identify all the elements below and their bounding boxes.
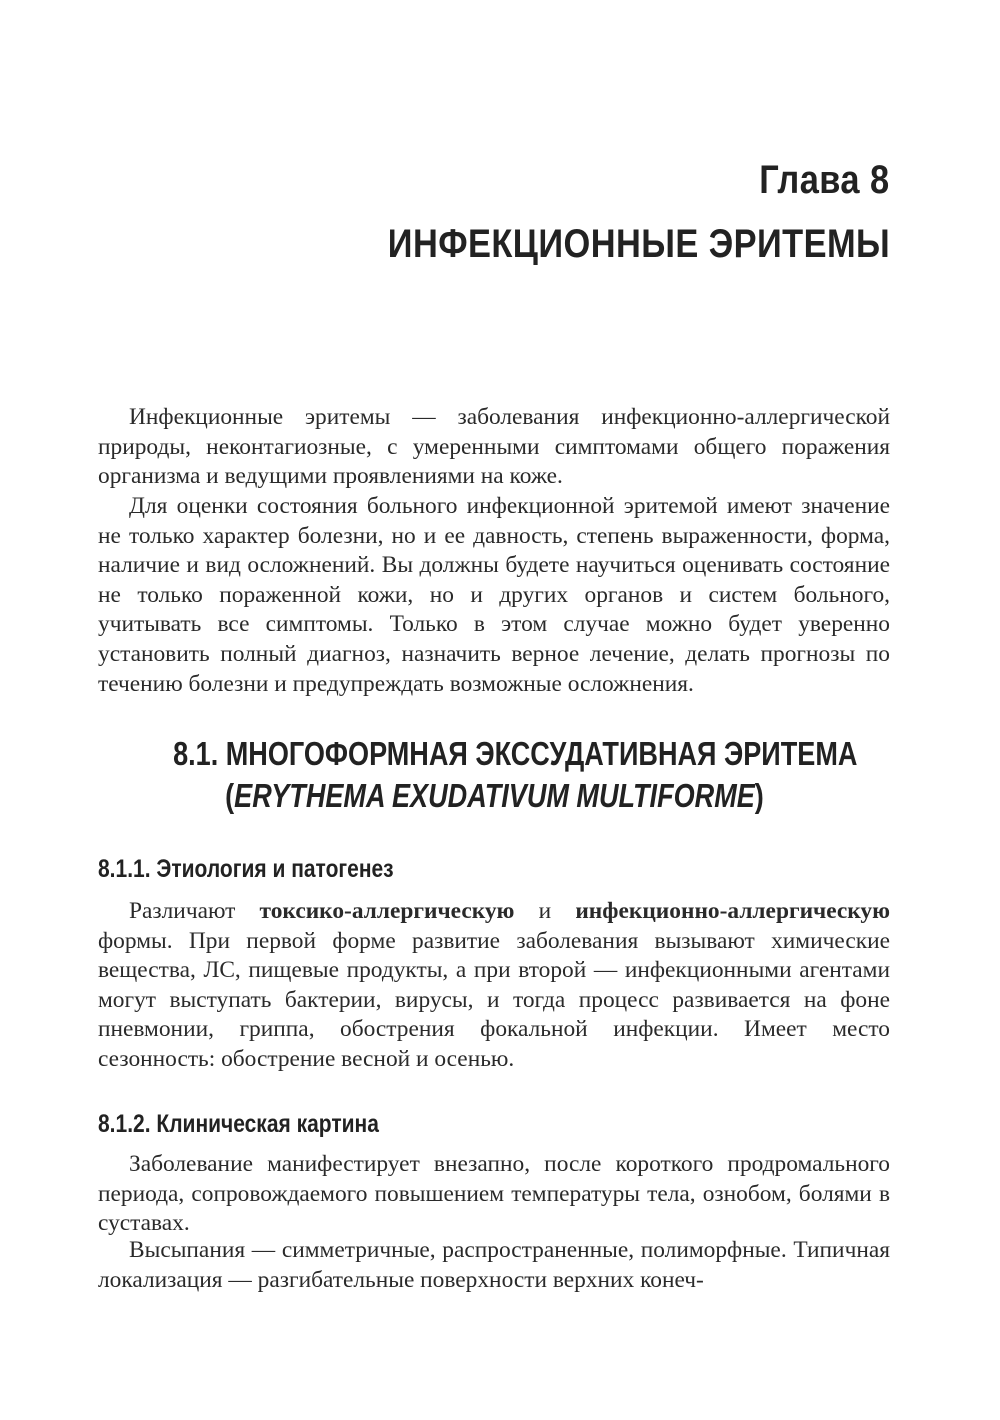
etiology-text-1: Различают: [129, 898, 260, 924]
latin-term: ERYTHEMA EXUDATIVUM MULTIFORME: [233, 777, 755, 814]
etiology-bold-term-1: токсико-аллергическую: [259, 898, 515, 924]
etiology-text-3: формы. При первой форме развитие заболевания вызывают химические вещества, ЛС, пищевые продукты, а при второй — инфекционными агентами могут выступать бактерии, вирусы, и тогда процесс развивается на фоне пневмонии, гриппа, обострения фокальной инфекции. Имеет место сезонность: обострение весной и осенью.: [98, 927, 890, 1072]
intro-paragraph-1: Инфекционные эритемы — заболевания инфекционно-аллергической природы, неконтагиозные, с умеренными симптомами общего поражения организма и ведущими проявлениями на коже.: [98, 404, 890, 490]
clinical-paragraph-1: Заболевание манифестирует внезапно, после короткого продромального периода, сопровождаемого повышением температуры тела, ознобом, болями в суставах.: [98, 1151, 890, 1237]
section-heading-line-2: [225, 775, 764, 817]
etiology-bold-term-2: инфекционно-аллергическую: [575, 898, 891, 924]
subsection-clinical-title: 8.1.2. Клиническая картина: [98, 1110, 379, 1138]
chapter-number: Глава 8: [759, 158, 890, 202]
etiology-text-2: и: [514, 898, 576, 924]
close-paren: ): [754, 777, 764, 814]
section-heading-line-1: 8.1. МНОГОФОРМНАЯ ЭКССУДАТИВНАЯ ЭРИТЕМА: [173, 735, 858, 772]
chapter-title: ИНФЕКЦИОННЫЕ ЭРИТЕМЫ: [387, 222, 890, 266]
intro-paragraph-2: Для оценки состояния больного инфекционной эритемой имеют значение не только характер болезни, но и ее давность, степень выраженности, форма, наличие и вид осложнений. Вы должны будете научиться оценивать состояние не только пораженной кожи, но и других органов и систем больного, учитывать все симптомы. Только в этом случае можно будет уверенно установить полный диагноз, назначить верное лечение, делать прогнозы по течению болезни и предупреждать возможные осложнения.: [98, 493, 890, 697]
subsection-etiology-title: 8.1.1. Этиология и патогенез: [98, 855, 394, 883]
open-paren: (: [224, 777, 234, 814]
etiology-paragraph: [98, 897, 890, 1075]
section-heading: [98, 733, 890, 817]
clinical-paragraph-2: Высыпания — симметричные, распространенные, полиморфные. Типичная локализация — разгибательные поверхности верхних конеч-: [98, 1237, 890, 1293]
